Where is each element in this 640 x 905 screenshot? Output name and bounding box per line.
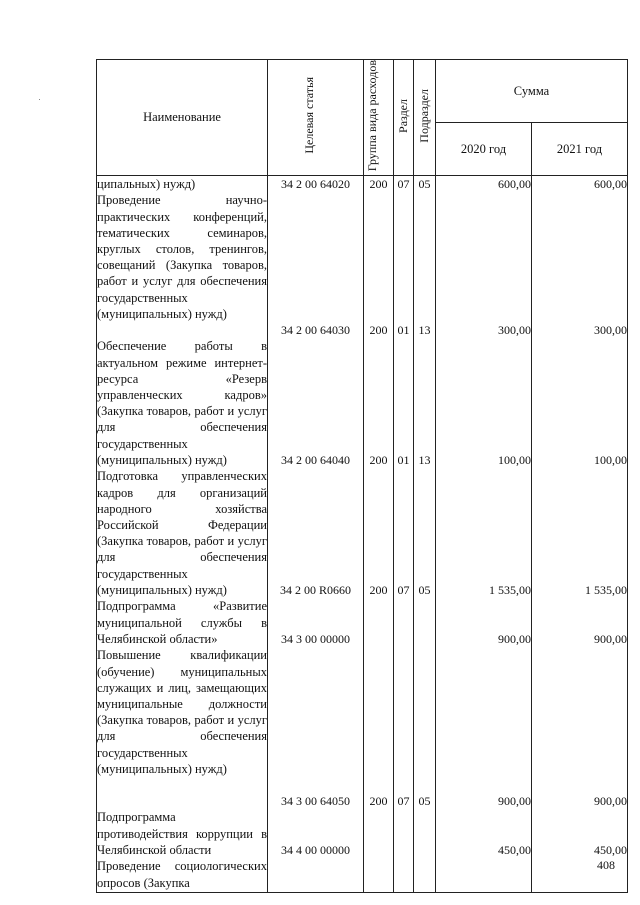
row-sum-2021: 900,00: [532, 647, 628, 809]
table-row: [97, 647, 628, 809]
row-sum-2021: 100,00: [532, 338, 628, 468]
row-expense-group: 200: [364, 647, 394, 809]
row-expense-group: [364, 598, 394, 647]
row-expense-group: [364, 809, 394, 858]
row-section: 07: [394, 176, 414, 193]
row-name-text: Проведение научно-практических конференций, тематических семинаров, круглых столов, тренингов, совещаний (Закупка товаров, работ и услуг для обеспечения государственных (муниципальных) нужд): [97, 193, 267, 321]
row-sum-2020: 900,00: [436, 598, 532, 647]
header-name: Наименование: [97, 60, 268, 176]
row-sum-2021: 300,00: [532, 192, 628, 338]
row-name: [97, 338, 268, 468]
row-expense-group: [364, 858, 394, 892]
row-subsection: 05: [414, 468, 436, 598]
row-section: 01: [394, 192, 414, 338]
row-section: 07: [394, 468, 414, 598]
row-subsection: [414, 809, 436, 858]
row-name: [97, 647, 268, 809]
header-year-2020: 2020 год: [436, 123, 532, 176]
row-sum-2020: 100,00: [436, 338, 532, 468]
row-target-article: 34 4 00 00000: [268, 809, 364, 858]
row-section: [394, 858, 414, 892]
row-subsection: [414, 598, 436, 647]
row-sum-2020: 450,00: [436, 809, 532, 858]
header-target-article: [268, 60, 364, 176]
row-name-text: Повышение квалификации (обучение) муниципальных служащих и лиц, замещающих муниципальные должности (Закупка товаров, работ и услуг для обеспечения государственных (муниципальных) нужд): [97, 648, 267, 776]
row-name-text: Подпрограмма «Развитие муниципальной службы в Челябинской области»: [97, 599, 267, 646]
row-sum-2020: [436, 858, 532, 892]
row-name: [97, 176, 268, 193]
row-sum-2020: 600,00: [436, 176, 532, 193]
row-target-article: [268, 858, 364, 892]
row-name-text: ципальных) нужд): [97, 177, 196, 192]
row-name: [97, 468, 268, 598]
row-subsection: [414, 858, 436, 892]
table-body: [97, 176, 628, 893]
row-target-article: 34 2 00 64020: [268, 176, 364, 193]
row-name-text: Обеспечение работы в актуальном режиме интернет-ресурса «Резерв управленческих кадров» (Закупка товаров, работ и услуг для обеспечения государственных (муниципальных) нужд): [97, 339, 267, 467]
row-target-article: 34 2 00 64040: [268, 338, 364, 468]
page-number: 408: [597, 858, 615, 872]
header-section: [394, 60, 414, 176]
row-name: [97, 858, 268, 892]
row-name: [97, 192, 268, 338]
budget-table: [96, 59, 628, 893]
scan-speck: [39, 99, 40, 100]
header-section-label: Раздел: [396, 98, 410, 133]
row-section: [394, 809, 414, 858]
row-section: 07: [394, 647, 414, 809]
table-row: [97, 598, 628, 647]
row-sum-2021: 1 535,00: [532, 468, 628, 598]
row-subsection: 13: [414, 338, 436, 468]
table-row: [97, 858, 628, 892]
table-row: [97, 192, 628, 338]
row-sum-2021: 900,00: [532, 598, 628, 647]
row-sum-2020: 300,00: [436, 192, 532, 338]
table-row: [97, 809, 628, 858]
row-name-text: Подпрограмма противодействия коррупции в Челябинской области: [97, 810, 267, 857]
row-target-article: 34 3 00 64050: [268, 647, 364, 809]
row-expense-group: 200: [364, 176, 394, 193]
row-expense-group: 200: [364, 468, 394, 598]
header-subsection-label: Подраздел: [417, 88, 431, 143]
table-header: [97, 60, 628, 176]
row-expense-group: 200: [364, 192, 394, 338]
table-row: [97, 338, 628, 468]
row-subsection: 13: [414, 192, 436, 338]
row-target-article: 34 3 00 00000: [268, 598, 364, 647]
header-target-article-label: Целевая статья: [301, 77, 316, 154]
row-section: 01: [394, 338, 414, 468]
row-name: [97, 809, 268, 858]
row-sum-2021: 600,00: [532, 176, 628, 193]
row-name: [97, 598, 268, 647]
table-row: [97, 468, 628, 598]
row-target-article: 34 2 00 R0660: [268, 468, 364, 598]
row-subsection: 05: [414, 176, 436, 193]
row-subsection: 05: [414, 647, 436, 809]
row-section: [394, 598, 414, 647]
row-sum-2020: 900,00: [436, 647, 532, 809]
row-name-text: Подготовка управленческих кадров для организаций народного хозяйства Российской Федерации (Закупка товаров, работ и услуг для обеспечения государственных (муниципальных) нужд): [97, 469, 267, 597]
row-sum-2020: 1 535,00: [436, 468, 532, 598]
header-year-2021: 2021 год: [532, 123, 628, 176]
header-subsection: [414, 60, 436, 176]
row-target-article: 34 2 00 64030: [268, 192, 364, 338]
row-name-text: Проведение социологических опросов (Закупка: [97, 859, 267, 890]
header-sum: Сумма: [436, 60, 628, 123]
header-expense-group: [364, 60, 394, 176]
table-row: [97, 176, 628, 193]
header-expense-group-label: Группа вида расходов: [364, 60, 379, 172]
row-sum-2021: 450,00: [532, 809, 628, 858]
row-expense-group: 200: [364, 338, 394, 468]
